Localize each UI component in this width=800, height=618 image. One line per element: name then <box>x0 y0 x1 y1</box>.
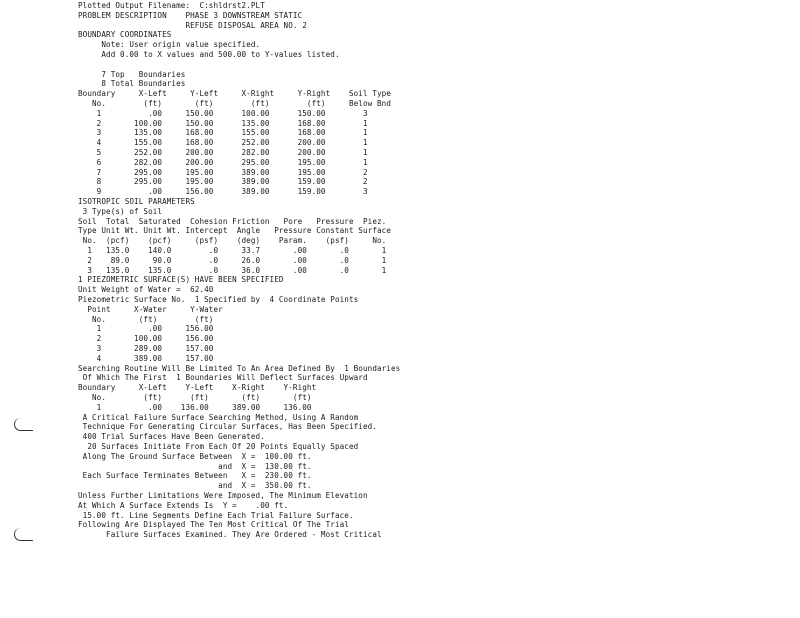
document-line: and X = 130.00 ft. <box>78 461 312 471</box>
document-line: At Which A Surface Extends Is Y = .00 ft. <box>78 500 289 510</box>
document-line: 6 282.00 200.00 295.00 195.00 1 <box>78 157 368 167</box>
document-line: 7 Top Boundaries <box>78 69 186 79</box>
document-line: Along The Ground Surface Between X = 100.00 ft. <box>78 451 312 461</box>
document-line: REFUSE DISPOSAL AREA NO. 2 <box>78 20 307 30</box>
document-line: 2 100.00 156.00 <box>78 334 214 344</box>
document-line: Boundary X-Left Y-Left X-Right Y-Right Soil Type <box>78 89 392 99</box>
document-line: Piezometric Surface No. 1 Specified by 4 Coordinate Points <box>78 295 359 304</box>
document-line: Soil Total Saturated Cohesion Friction Pore Pressure Piez. <box>78 216 387 226</box>
margin-mark-2 <box>14 528 33 541</box>
document-line: 1 .00 156.00 <box>78 324 214 334</box>
document-line: 2 89.0 90.0 .0 26.0 .00 .0 1 <box>78 255 387 265</box>
document-line: 5 252.00 200.00 282.00 200.00 1 <box>78 148 368 157</box>
document-line: Each Surface Terminates Between X = 230.00 ft. <box>78 471 312 481</box>
document-line: 8 295.00 195.00 389.00 159.00 2 <box>78 177 368 187</box>
document-line: No. (ft) (ft) (ft) (ft) Below Bnd <box>78 99 392 108</box>
document-line: 1 .00 150.00 100.00 150.00 3 <box>78 108 368 118</box>
document-line: Plotted Output Filename: C:shldrst2.PLT <box>78 1 265 10</box>
document-line: 2 100.00 150.00 135.00 168.00 1 <box>78 118 368 128</box>
document-line: Add 0.00 to X values and 500.00 to Y-values listed. <box>78 50 340 59</box>
document-line: Unless Further Limitations Were Imposed, The Minimum Elevation <box>78 491 368 500</box>
document-line: 3 Type(s) of Soil <box>78 206 163 216</box>
document-line: No. (ft) (ft) <box>78 314 214 324</box>
document-line: and X = 350.00 ft. <box>78 481 312 491</box>
document-line: Following Are Displayed The Ten Most Critical Of The Trial <box>78 520 349 530</box>
document-line: 4 389.00 157.00 <box>78 353 214 363</box>
document-line: 1 PIEZOMETRIC SURFACE(S) HAVE BEEN SPECIFIED <box>78 275 284 285</box>
document-line: Searching Routine Will Be Limited To An Area Defined By 1 Boundaries <box>78 363 401 373</box>
document-line: 20 Surfaces Initiate From Each Of 20 Points Equally Spaced <box>78 442 359 451</box>
document-line: No. (ft) (ft) (ft) (ft) <box>78 393 312 402</box>
margin-mark-1 <box>14 418 33 431</box>
document-line: Failure Surfaces Examined. They Are Ordered - Most Critical <box>78 530 382 540</box>
document-line: No. (pcf) (pcf) (psf) (deg) Param. (psf) No. <box>78 236 387 246</box>
document-line: 7 295.00 195.00 389.00 195.00 2 <box>78 167 368 177</box>
document-line: 1 135.0 140.0 .0 33.7 .00 .0 1 <box>78 246 387 255</box>
document-line: 3 135.0 135.0 .0 36.0 .00 .0 1 <box>78 265 387 275</box>
document-line: 9 .00 156.00 389.00 159.00 3 <box>78 187 368 197</box>
document-line: A Critical Failure Surface Searching Method, Using A Random <box>78 412 359 422</box>
document-line: PROBLEM DESCRIPTION PHASE 3 DOWNSTREAM STATIC <box>78 10 303 20</box>
document-line: 400 Trial Surfaces Have Been Generated. <box>78 432 265 442</box>
document-line: Technique For Generating Circular Surfaces, Has Been Specified. <box>78 422 377 432</box>
document-line: Type Unit Wt. Unit Wt. Intercept Angle Pressure Constant Surface <box>78 226 392 236</box>
document-line: Boundary X-Left Y-Left X-Right Y-Right <box>78 383 317 393</box>
document-line: 4 155.00 168.00 252.00 200.00 1 <box>78 138 368 148</box>
document-line: Unit Weight of Water = 62.40 <box>78 285 214 295</box>
document-line: BOUNDARY COORDINATES <box>78 30 172 40</box>
document-line: 8 Total Boundaries <box>78 79 186 89</box>
document-line: Point X-Water Y-Water <box>78 304 223 314</box>
document-line: ISOTROPIC SOIL PARAMETERS <box>78 197 195 206</box>
document-line: Of Which The First 1 Boundaries Will Deflect Surfaces Upward <box>78 373 368 383</box>
document-line: 3 289.00 157.00 <box>78 344 214 353</box>
document-line: 1 .00 136.00 389.00 136.00 <box>78 402 312 412</box>
document-line: 3 135.00 168.00 155.00 168.00 1 <box>78 128 368 138</box>
document-line: 15.00 ft. Line Segments Define Each Trial Failure Surface. <box>78 510 354 520</box>
document-line: Note: User origin value specified. <box>78 40 261 50</box>
